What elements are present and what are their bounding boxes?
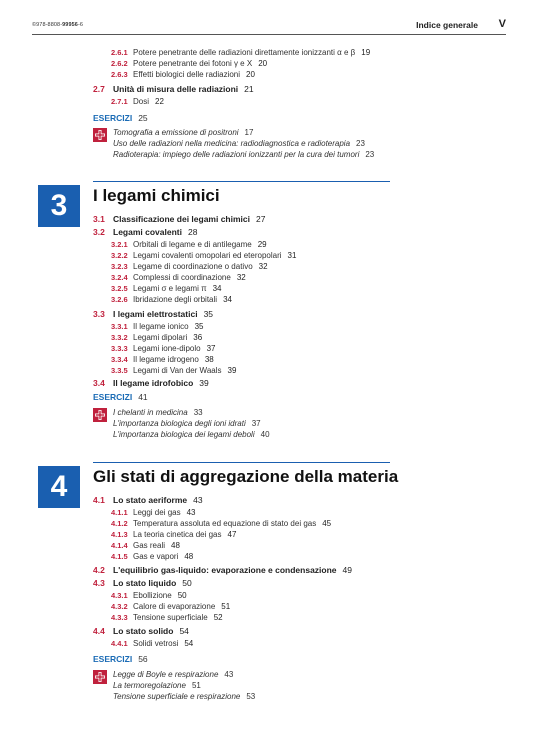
box-entry[interactable]: Legge di Boyle e respirazione 43 [113,670,234,679]
box-entry[interactable]: Uso delle radiazioni nella medicina: radiodiagnostica e radioterapia 23 [113,139,365,148]
running-title: Indice generale [416,20,478,30]
page-header [32,20,506,34]
medical-box-icon [93,408,107,422]
toc-entry[interactable]: 3.2.6 Ibridazione degli orbitali 34 [111,295,232,304]
toc-entry[interactable]: 3.2.2 Legami covalenti omopolari ed eteropolari 31 [111,251,297,260]
toc-entry[interactable]: 3.2.1 Orbitali di legame e di antilegame 29 [111,240,267,249]
box-entry[interactable]: Radioterapia: impiego delle radiazioni ionizzanti per la cura dei tumori 23 [113,150,375,159]
esercizi-link[interactable]: ESERCIZI 56 [93,654,148,664]
header-rule [32,34,506,35]
toc-entry[interactable]: 4.4.1 Solidi vetrosi 54 [111,639,194,648]
toc-entry[interactable]: 4.1.5 Gas e vapori 48 [111,552,194,561]
chapter-rule [93,462,390,463]
toc-section[interactable]: 3.3 I legami elettrostatici 35 [93,309,214,319]
isbn: ©978-8808-99956-6 [32,22,84,28]
toc-entry[interactable]: 4.1.3 La teoria cinetica dei gas 47 [111,530,237,539]
chapter-title[interactable]: Gli stati di aggregazione della materia [93,467,399,486]
toc-entry[interactable]: 3.2.5 Legami σ e legami π 34 [111,284,222,293]
medical-box-icon [93,670,107,684]
toc-entry[interactable]: 3.3.1 Il legame ionico 35 [111,322,204,331]
toc-entry[interactable]: 4.1.2 Temperatura assoluta ed equazione di stato dei gas 45 [111,519,332,528]
box-entry[interactable]: Tomografia a emissione di positroni 17 [113,128,254,137]
esercizi-link[interactable]: ESERCIZI 41 [93,392,148,402]
toc-section[interactable]: 3.2 Legami covalenti 28 [93,227,198,237]
box-entry[interactable]: I chelanti in medicina 33 [113,408,203,417]
toc-entry[interactable]: 3.2.3 Legame di coordinazione o dativo 32 [111,262,268,271]
toc-section[interactable]: 4.1 Lo stato aeriforme 43 [93,495,203,505]
box-entry[interactable]: L'importanza biologica degli ioni idrati 37 [113,419,261,428]
medical-box-icon [93,128,107,142]
toc-section[interactable]: 2.7 Unità di misura delle radiazioni 21 [93,84,254,94]
toc-entry[interactable]: 2.6.2 Potere penetrante dei fotoni γ e X 20 [111,59,268,68]
toc-section[interactable]: 4.4 Lo stato solido 54 [93,626,189,636]
toc-entry[interactable]: 2.6.3 Effetti biologici delle radiazioni 20 [111,70,255,79]
toc-section[interactable]: 3.4 Il legame idrofobico 39 [93,378,209,388]
toc-entry[interactable]: 3.3.2 Legami dipolari 36 [111,333,203,342]
toc-entry[interactable]: 2.7.1 Dosi 22 [111,97,164,106]
chapter-number-badge: 3 [38,185,80,227]
toc-entry[interactable]: 3.3.5 Legami di Van der Waals 39 [111,366,237,375]
box-entry[interactable]: La termoregolazione 51 [113,681,201,690]
chapter-title[interactable]: I legami chimici [93,186,220,205]
chapter-rule [93,181,390,182]
page-number: V [498,18,506,30]
toc-entry[interactable]: 4.3.1 Ebollizione 50 [111,591,187,600]
toc-entry[interactable]: 3.2.4 Complessi di coordinazione 32 [111,273,246,282]
toc-entry[interactable]: 4.3.2 Calore di evaporazione 51 [111,602,231,611]
box-entry[interactable]: Tensione superficiale e respirazione 53 [113,692,256,701]
toc-entry[interactable]: 4.1.4 Gas reali 48 [111,541,180,550]
toc-section[interactable]: 3.1 Classificazione dei legami chimici 27 [93,214,266,224]
toc-section[interactable]: 4.3 Lo stato liquido 50 [93,578,192,588]
chapter-number-badge: 4 [38,466,80,508]
toc-entry[interactable]: 4.1.1 Leggi dei gas 43 [111,508,196,517]
toc-section[interactable]: 4.2 L'equilibrio gas-liquido: evaporazione e condensazione 49 [93,565,352,575]
box-entry[interactable]: L'importanza biologica dei legami deboli 40 [113,430,270,439]
esercizi-link[interactable]: ESERCIZI 25 [93,113,148,123]
toc-entry[interactable]: 2.6.1 Potere penetrante delle radiazioni direttamente ionizzanti α e β 19 [111,48,371,57]
toc-entry[interactable]: 4.3.3 Tensione superficiale 52 [111,613,223,622]
toc-entry[interactable]: 3.3.4 Il legame idrogeno 38 [111,355,214,364]
toc-entry[interactable]: 3.3.3 Legami ione-dipolo 37 [111,344,216,353]
